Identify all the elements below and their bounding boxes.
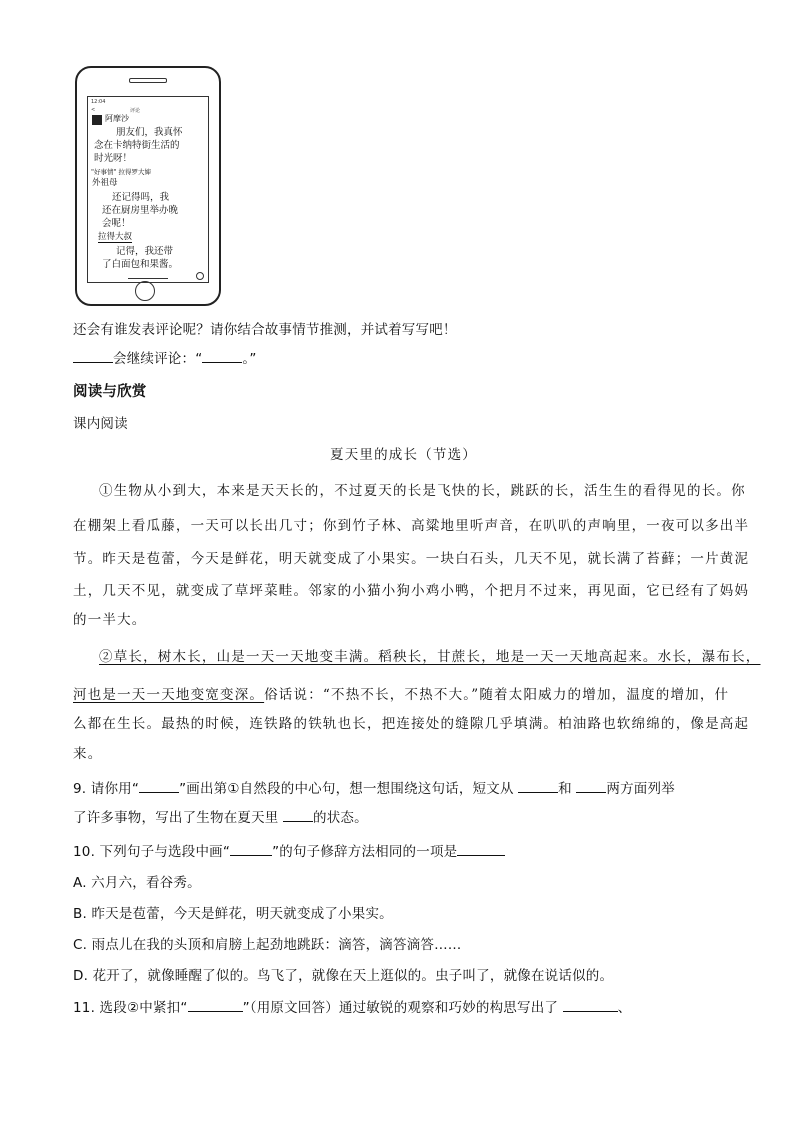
underlined-sentence: 河也是一天一天地变宽变深。 bbox=[73, 687, 265, 703]
answer-blank[interactable] bbox=[563, 999, 618, 1012]
question-10: 10. 下列句子与选段中画“ ”的句子修辞方法相同的一项是 bbox=[73, 840, 505, 860]
answer-blank[interactable] bbox=[457, 843, 505, 856]
question-9: 9. 请你用“ ”画出第①自然段的中心句，想一想围绕这句话，短文从 和 两方面列举 bbox=[73, 781, 675, 797]
option-b[interactable]: B. 昨天是苞蕾，今天是鲜花，明天就变成了小果实。 bbox=[73, 906, 393, 922]
passage-line: ①生物从小到大，本来是天天长的，不过夏天的长是飞快的长，跳跃的长，活生生的看得见的长。你 bbox=[99, 483, 746, 499]
answer-blank[interactable] bbox=[230, 843, 272, 856]
passage-line: 在棚架上看瓜藤，一天可以长出几寸；你到竹子林、高粱地里听声音，在叭叭的声响里，一夜可以多出半 bbox=[73, 518, 750, 534]
post-line: 朋友们，我真怀 bbox=[116, 127, 183, 138]
phone-illustration bbox=[75, 66, 221, 306]
underlined-sentence: ②草长，树木长，山是一天一天地变丰满。稻秧长，甘蔗长，地是一天一天地高起来。水长，瀑布长， bbox=[99, 649, 761, 665]
fill-line: 会继续评论：“ 。” bbox=[73, 347, 257, 367]
poster-name: 阿摩沙 bbox=[105, 114, 129, 123]
back-icon: < bbox=[91, 107, 96, 113]
passage-title: 夏天里的成长（节选） bbox=[330, 447, 477, 463]
passage-line: 来。 bbox=[73, 746, 103, 762]
answer-blank[interactable] bbox=[202, 350, 242, 363]
home-button-icon bbox=[135, 281, 155, 301]
comment-line: 还记得吗，我 bbox=[112, 192, 170, 203]
option-a[interactable]: A. 六月六，看谷秀。 bbox=[73, 875, 201, 891]
speaker-icon bbox=[129, 78, 167, 83]
status-time: 12:04 bbox=[91, 99, 106, 105]
like-line: "好事情" 拉得罗大婶 bbox=[91, 168, 152, 176]
passage-line: 节。昨天是苞蕾，今天是鲜花，明天就变成了小果实。一块白石头，几天不见，就长满了苔藓；一片黄泥 bbox=[73, 551, 750, 567]
answer-blank[interactable] bbox=[518, 780, 558, 793]
home-indicator bbox=[128, 278, 168, 279]
section-title: 阅读与欣赏 bbox=[73, 384, 147, 400]
comment-line: 记得，我还带 bbox=[116, 246, 174, 257]
passage-line: 的一半大。 bbox=[73, 612, 147, 628]
subsection-label: 课内阅读 bbox=[73, 416, 128, 432]
option-d[interactable]: D. 花开了，就像睡醒了似的。鸟飞了，就像在天上逛似的。虫子叫了，就像在说话似的。 bbox=[73, 968, 614, 984]
option-c[interactable]: C. 雨点儿在我的头顶和肩膀上起劲地跳跃：滴答，滴答滴答…… bbox=[73, 937, 462, 953]
question-11: 11. 选段②中紧扣“ ”（用原文回答）通过敏锐的观察和巧妙的构思写出了 、 bbox=[73, 1000, 632, 1016]
comment-line: 还在厨房里举办晚 bbox=[102, 205, 179, 216]
answer-blank[interactable] bbox=[576, 780, 606, 793]
commenter-name: 拉得大叔 bbox=[98, 232, 133, 242]
avatar bbox=[92, 115, 102, 125]
post-line: 念在卡纳特街生活的 bbox=[94, 140, 180, 151]
phone-screen bbox=[87, 96, 209, 283]
emoji-icon bbox=[196, 272, 204, 280]
answer-blank[interactable] bbox=[139, 780, 179, 793]
post-line: 时光呀！ bbox=[94, 153, 133, 164]
question-9-cont: 了许多事物，写出了生物在夏天里 的状态。 bbox=[73, 810, 368, 826]
answer-blank[interactable] bbox=[73, 350, 113, 363]
passage-line: 么都在生长。最热的时候，连铁路的铁轨也长，把连接处的缝隙几乎填满。柏油路也软绵绵的，像是高起 bbox=[73, 716, 750, 732]
answer-blank[interactable] bbox=[283, 809, 313, 822]
intro-question: 还会有谁发表评论呢？请你结合故事情节推测，并试着写写吧！ bbox=[73, 322, 457, 338]
comment-line: 了白面包和果酱。 bbox=[102, 259, 179, 270]
comment-line: 会呢！ bbox=[102, 218, 131, 229]
passage-line: 土，几天不见，就变成了草坪菜畦。邻家的小猫小狗小鸡小鸭，个把月不过来，再见面，它已经有了妈妈 bbox=[73, 583, 750, 599]
screen-header: 评论 bbox=[130, 108, 141, 114]
answer-blank[interactable] bbox=[188, 999, 243, 1012]
commenter-name: 外祖母 bbox=[92, 178, 118, 188]
passage-line: 河也是一天一天地变宽变深。俗话说：“不热不长，不热不大。”随着太阳威力的增加，温度的增加，什 bbox=[73, 687, 730, 703]
